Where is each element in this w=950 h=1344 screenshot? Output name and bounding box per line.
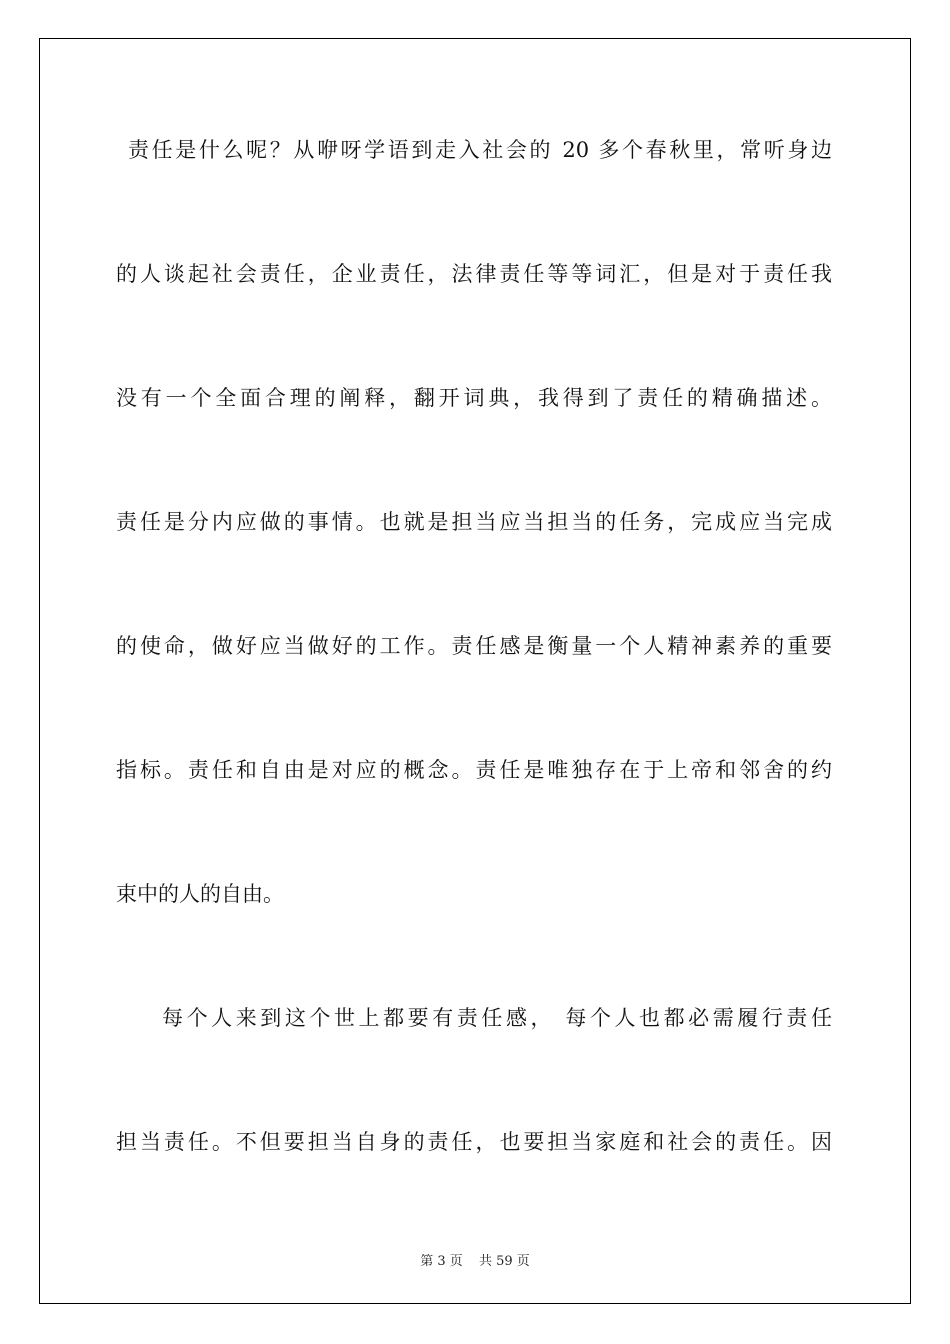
text-line-8: 每个人来到这个世上都要有责任感， 每个人也都必需履行责任	[162, 1006, 832, 1030]
page-border	[39, 38, 911, 1304]
page-footer	[0, 1250, 950, 1269]
page-number: 第 3 页	[420, 1254, 463, 1269]
text-line-3: 没有一个全面合理的阐释，翻开词典，我得到了责任的精确描述。	[116, 386, 832, 410]
text-line-7: 束中的人的自由。	[116, 882, 284, 906]
total-pages: 共 59 页	[478, 1254, 530, 1269]
text-line-4: 责任是分内应做的事情。也就是担当应当担当的任务，完成应当完成	[116, 510, 832, 534]
text-line-2: 的人谈起社会责任，企业责任，法律责任等等词汇，但是对于责任我	[116, 262, 832, 286]
text-line-9: 担当责任。不但要担当自身的责任，也要担当家庭和社会的责任。因	[116, 1130, 832, 1154]
text-line-6: 指标。责任和自由是对应的概念。责任是唯独存在于上帝和邻舍的约	[116, 758, 832, 782]
text-line-1: 责任是什么呢？从咿呀学语到走入社会的 20 多个春秋里，常听身边	[128, 138, 832, 162]
text-line-5: 的使命，做好应当做好的工作。责任感是衡量一个人精神素养的重要	[116, 634, 832, 658]
